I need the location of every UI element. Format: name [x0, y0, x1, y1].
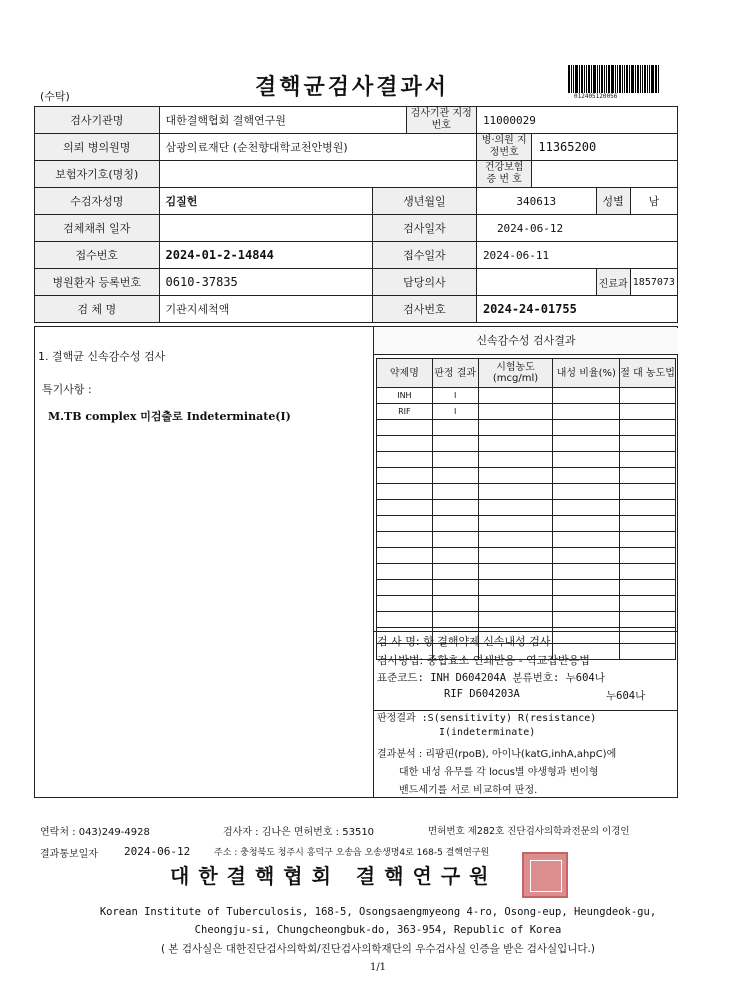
empty-cell — [620, 500, 676, 516]
insurer-label: 보험자기호(명칭) — [35, 161, 160, 188]
inst-label: 검사기관명 — [35, 107, 160, 134]
empty-cell — [478, 500, 553, 516]
barcode-bar — [588, 65, 590, 93]
interp-line3: 결과분석 : 리팜핀(rpoB), 아이나(katG,inhA,ahpC)에 — [377, 749, 617, 760]
barcode-bar — [599, 65, 600, 93]
empty-cell — [478, 532, 553, 548]
birth-value: 340613 — [476, 188, 596, 215]
barcode-bar — [591, 65, 592, 93]
empty-cell — [553, 596, 620, 612]
report-date: 2024-06-12 — [124, 845, 191, 858]
empty-cell — [377, 436, 433, 452]
barcode-bar — [593, 65, 596, 93]
interp-line2: I(indeterminate) — [439, 727, 536, 738]
col-resistance-ratio: 내성 비율(%) — [553, 359, 620, 388]
barcode-bar — [619, 65, 621, 93]
barcode-bar — [631, 65, 634, 93]
empty-cell — [432, 484, 478, 500]
barcode-bar — [584, 65, 585, 93]
address-en-line1: Korean Institute of Tuberculosis, 168-5, Osongsaengmyeong 4-ro, Osong-eup, Heungdeok-gu, — [99, 906, 657, 918]
table-row-empty — [377, 468, 676, 484]
table-row-empty — [377, 516, 676, 532]
interp-line5: 밴드세기를 서로 비교하여 판정. — [399, 785, 538, 796]
recv-date-value: 2024-06-11 — [476, 242, 677, 269]
sex-value: 남 — [630, 188, 677, 215]
absolute-method — [620, 388, 676, 404]
empty-cell — [432, 580, 478, 596]
empty-cell — [432, 436, 478, 452]
reg-value: 0610-37835 — [159, 269, 372, 296]
barcode-bar — [573, 65, 574, 93]
recv-no-label: 접수번호 — [35, 242, 160, 269]
barcode-bar — [571, 65, 572, 93]
table-row-empty — [377, 484, 676, 500]
method-name: 검 사 명: 항 결핵약제 신속내성 검사 — [377, 635, 551, 648]
empty-cell — [432, 420, 478, 436]
method-code2: RIF D604203A — [444, 688, 520, 700]
method-technique: 검사방법: 중합효소 연쇄반응 - 역교잡반응법 — [377, 654, 590, 667]
barcode-bar — [579, 65, 580, 93]
req-code-label: 병·의원 지정번호 — [476, 134, 531, 161]
table-row-empty — [377, 580, 676, 596]
empty-cell — [553, 548, 620, 564]
empty-cell — [553, 484, 620, 500]
empty-cell — [620, 420, 676, 436]
empty-cell — [478, 612, 553, 628]
table-row-empty — [377, 420, 676, 436]
table-row-empty — [377, 500, 676, 516]
barcode-bar — [651, 65, 654, 93]
remark-text: M.TB complex 미검출로 Indeterminate(I) — [48, 410, 291, 423]
judgement: I — [432, 388, 478, 404]
empty-cell — [553, 516, 620, 532]
empty-cell — [432, 564, 478, 580]
method-code1: 표준코드: INH D604204A 분류번호: 누604나 — [377, 672, 605, 684]
test-no-label: 검사번호 — [372, 296, 476, 323]
empty-cell — [620, 516, 676, 532]
empty-cell — [553, 564, 620, 580]
empty-cell — [553, 612, 620, 628]
absolute-method — [620, 404, 676, 420]
barcode-bar — [568, 65, 570, 93]
empty-cell — [377, 516, 433, 532]
barcode-bar — [622, 65, 623, 93]
physician: 면허번호 제282호 진단검사의학과전문의 이경인 — [428, 826, 630, 837]
barcode-bar — [626, 65, 628, 93]
barcode-bar — [601, 65, 603, 93]
contact: 연락처 : 043)249-4928 — [40, 827, 150, 838]
recv-no-value: 2024-01-2-14844 — [159, 242, 372, 269]
dept-value: 1857073 — [630, 269, 677, 296]
concentration — [478, 388, 553, 404]
req-code-value: 11365200 — [532, 134, 678, 161]
barcode-bar — [629, 65, 630, 93]
empty-cell — [553, 436, 620, 452]
empty-cell — [620, 596, 676, 612]
empty-cell — [478, 484, 553, 500]
empty-cell — [553, 420, 620, 436]
barcode-bar — [606, 65, 607, 93]
empty-cell — [553, 500, 620, 516]
barcode-bar — [644, 65, 646, 93]
empty-cell — [553, 580, 620, 596]
test-date-label: 검사일자 — [372, 215, 476, 242]
official-seal — [522, 852, 568, 898]
barcode-bar — [615, 65, 616, 93]
doctor-label: 담당의사 — [372, 269, 476, 296]
recv-date-label: 접수일자 — [372, 242, 476, 269]
barcode-number: 012405120056 — [574, 93, 618, 100]
drug-name: INH — [377, 388, 433, 404]
barcode-bar — [604, 65, 605, 93]
barcode-bar — [658, 65, 659, 93]
empty-cell — [620, 564, 676, 580]
barcode — [568, 63, 664, 93]
barcode-bar — [642, 65, 643, 93]
test-date-value: 2024-06-12 — [476, 215, 677, 242]
col-absolute-method: 절 대 농도법 — [620, 359, 676, 388]
empty-cell — [553, 468, 620, 484]
patient-value: 김질헌 — [159, 188, 372, 215]
barcode-bar — [637, 65, 639, 93]
column-divider — [373, 326, 374, 798]
barcode-bar — [575, 65, 578, 93]
barcode-bar — [640, 65, 641, 93]
empty-cell — [377, 468, 433, 484]
table-row-empty — [377, 612, 676, 628]
inst-value: 대한결핵협회 결핵연구원 — [159, 107, 406, 134]
empty-cell — [620, 436, 676, 452]
reg-label: 병원환자 등록번호 — [35, 269, 160, 296]
specimen-label: 검 체 명 — [35, 296, 160, 323]
dept-label: 진료과 — [596, 269, 630, 296]
empty-cell — [478, 596, 553, 612]
interp-line1: 판정결과 :S(sensitivity) R(resistance) — [377, 713, 597, 724]
inst-code-value: 11000029 — [476, 107, 677, 134]
resistance-ratio — [553, 388, 620, 404]
empty-cell — [620, 532, 676, 548]
empty-cell — [553, 532, 620, 548]
test-item: 1. 결핵균 신속감수성 검사 — [38, 350, 166, 363]
table-row-empty — [377, 452, 676, 468]
table-row-empty — [377, 596, 676, 612]
barcode-bar — [655, 65, 657, 93]
empty-cell — [478, 452, 553, 468]
empty-cell — [432, 516, 478, 532]
table-row-empty — [377, 532, 676, 548]
table-row — [377, 404, 676, 420]
barcode-bar — [624, 65, 625, 93]
results-table — [376, 358, 676, 660]
empty-cell — [620, 612, 676, 628]
empty-cell — [432, 612, 478, 628]
judgement: I — [432, 404, 478, 420]
barcode-bar — [611, 65, 614, 93]
empty-cell — [377, 596, 433, 612]
drug-name: RIF — [377, 404, 433, 420]
empty-cell — [478, 436, 553, 452]
col-concentration: 시험농도 (mcg/ml) — [478, 359, 553, 388]
empty-cell — [377, 532, 433, 548]
method-block — [374, 631, 678, 711]
empty-cell — [553, 452, 620, 468]
collect-value — [159, 215, 372, 242]
empty-cell — [620, 580, 676, 596]
address-en-line2: Cheongju-si, Chungcheongbuk-do, 363-954, Republic of Korea — [194, 924, 562, 936]
empty-cell — [432, 468, 478, 484]
empty-cell — [377, 484, 433, 500]
empty-cell — [377, 500, 433, 516]
empty-cell — [478, 468, 553, 484]
empty-cell — [432, 548, 478, 564]
resistance-ratio — [553, 404, 620, 420]
barcode-bar — [617, 65, 618, 93]
tester: 검사자 : 김나은 면허번호 : 53510 — [223, 827, 375, 838]
method-code2-class: 누604나 — [606, 690, 646, 702]
empty-cell — [432, 532, 478, 548]
remarks-label: 특기사항 : — [42, 383, 92, 396]
table-row — [377, 388, 676, 404]
report-date-label: 결과통보일자 — [40, 849, 98, 860]
req-label: 의뢰 병의원명 — [35, 134, 160, 161]
empty-cell — [478, 516, 553, 532]
receipt-label: (수탁) — [40, 90, 70, 103]
patient-label: 수검자성명 — [35, 188, 160, 215]
empty-cell — [478, 420, 553, 436]
empty-cell — [620, 484, 676, 500]
table-row-empty — [377, 548, 676, 564]
col-drug: 약제명 — [377, 359, 433, 388]
barcode-bar — [635, 65, 636, 93]
info-table — [34, 106, 678, 323]
inst-code-label: 검사기관 지정번호 — [406, 107, 476, 134]
test-no-value: 2024-24-01755 — [476, 296, 677, 323]
empty-cell — [620, 548, 676, 564]
empty-cell — [432, 452, 478, 468]
empty-cell — [377, 548, 433, 564]
certification-note: ( 본 검사실은 대한진단검사의학회/진단검사의학재단의 우수검사실 인증을 받은 검사실입니다.) — [160, 943, 595, 955]
results-title: 신속감수성 검사결과 — [374, 328, 678, 355]
barcode-bar — [597, 65, 598, 93]
empty-cell — [377, 564, 433, 580]
empty-cell — [377, 580, 433, 596]
address-kr: 주소 : 충청북도 청주시 흥덕구 오송읍 오송생명4로 168-5 결핵연구원 — [214, 848, 490, 858]
empty-cell — [478, 548, 553, 564]
empty-cell — [432, 500, 478, 516]
table-row-empty — [377, 436, 676, 452]
insurer-value — [159, 161, 476, 188]
empty-cell — [432, 596, 478, 612]
collect-label: 검체채취 일자 — [35, 215, 160, 242]
interp-line4: 대한 내성 유무를 각 locus별 야생형과 변이형 — [399, 767, 599, 778]
empty-cell — [620, 452, 676, 468]
institute-name: 대한결핵협회 결핵연구원 — [170, 864, 498, 888]
health-label: 건강보험 증 번 호 — [476, 161, 531, 188]
document-title: 결핵균검사결과서 — [255, 75, 450, 100]
birth-label: 생년월일 — [372, 188, 476, 215]
sex-label: 성별 — [596, 188, 630, 215]
health-value — [532, 161, 678, 188]
page-number: 1/1 — [369, 962, 387, 973]
barcode-bar — [608, 65, 610, 93]
barcode-bar — [649, 65, 650, 93]
empty-cell — [478, 564, 553, 580]
barcode-bar — [647, 65, 648, 93]
concentration — [478, 404, 553, 420]
barcode-bar — [581, 65, 583, 93]
empty-cell — [377, 452, 433, 468]
empty-cell — [377, 612, 433, 628]
empty-cell — [620, 468, 676, 484]
req-value: 삼광의료재단 (순천향대학교천안병원) — [159, 134, 476, 161]
doctor-value — [476, 269, 596, 296]
col-judgement: 판정 결과 — [432, 359, 478, 388]
specimen-value: 기관지세척액 — [159, 296, 372, 323]
table-row-empty — [377, 564, 676, 580]
empty-cell — [377, 420, 433, 436]
empty-cell — [478, 580, 553, 596]
barcode-bar — [586, 65, 587, 93]
